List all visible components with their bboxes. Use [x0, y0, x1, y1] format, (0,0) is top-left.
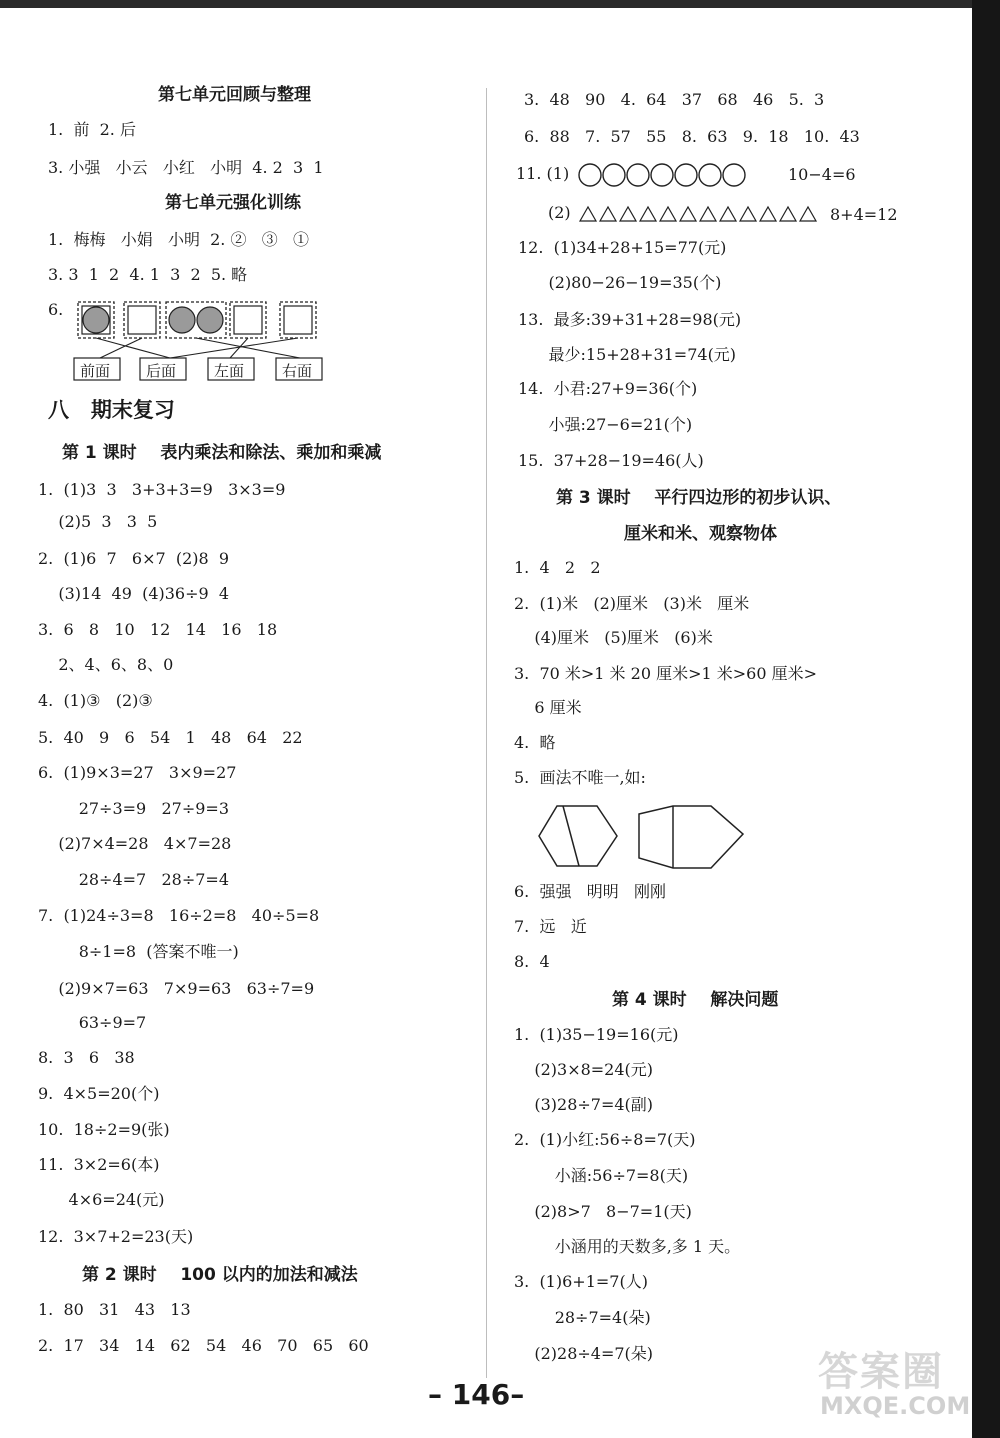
answer-line: 3. 48 90 4. 64 37 68 46 5. 3: [524, 90, 825, 109]
answer-line: 28÷7=4(朵): [514, 1308, 651, 1327]
answer-line: 1. (1)35−19=16(元): [514, 1025, 679, 1044]
answer-line: 6. 88 7. 57 55 8. 63 9. 18 10. 43: [524, 127, 860, 146]
answer-line: 27÷3=9 27÷9=3: [38, 799, 230, 818]
answer-line: 12. 3×7+2=23(天): [38, 1227, 194, 1246]
q6-label-left: 左面: [214, 362, 245, 380]
answer-line: 4. 略: [514, 733, 556, 752]
answer-line: 小涵:56÷7=8(天): [514, 1166, 689, 1185]
answer-line: 7. 远 近: [514, 917, 587, 936]
answer-line: (4)厘米 (5)厘米 (6)米: [514, 628, 713, 647]
answer-line: (2)5 3 3 5: [38, 512, 158, 531]
lesson-title: 第 4 课时 解决问题: [612, 990, 779, 1010]
watermark-text: 答案圈: [818, 1349, 944, 1395]
answer-line: 14. 小君:27+9=36(个): [518, 379, 698, 398]
answer-line: 2. 17 34 14 62 54 46 70 65 60: [38, 1336, 369, 1355]
answer-line: 4. (1)③ (2)③: [38, 691, 153, 710]
lesson-title: 第 1 课时 表内乘法和除法、乘加和乘减: [62, 443, 382, 463]
answer-line: 3. 3 1 2 4. 1 3 2 5. 略: [48, 265, 248, 284]
watermark-url: MXQE.COM: [820, 1392, 971, 1420]
answer-line: 12. (1)34+28+15=77(元): [518, 238, 727, 257]
answer-line: 6 厘米: [514, 698, 582, 717]
q5-hexagon-figures: [535, 800, 755, 875]
answer-line: 63÷9=7: [38, 1013, 147, 1032]
answer-line: 13. 最多:39+31+28=98(元): [518, 310, 742, 329]
answer-line: 5. 画法不唯一,如:: [514, 768, 646, 787]
answer-line: (2)9×7=63 7×9=63 63÷7=9: [38, 979, 315, 998]
answer-line: 3. 小强 小云 小红 小明 4. 2 3 1: [48, 158, 324, 177]
answer-line: 2. (1)6 7 6×7 (2)8 9: [38, 549, 230, 568]
answer-line: 3. (1)6+1=7(人): [514, 1272, 648, 1291]
answer-line: 8+4=12: [830, 205, 898, 224]
page-number: – 146–: [428, 1378, 525, 1411]
answer-line: (3)28÷7=4(副): [514, 1095, 654, 1114]
answer-line: (2)8>7 8−7=1(天): [514, 1202, 692, 1221]
watermark: [812, 1340, 982, 1430]
answer-line: 11. 3×2=6(本): [38, 1155, 160, 1174]
answer-line: 6. 强强 明明 刚刚: [514, 882, 666, 901]
q6-label-back: 后面: [146, 362, 177, 380]
answer-line: 8. 4: [514, 952, 550, 971]
answer-line: 10−4=6: [788, 165, 856, 184]
answer-line: 10. 18÷2=9(张): [38, 1120, 170, 1139]
answer-line: 1. 梅梅 小娟 小明 2. ② ③ ①: [48, 230, 309, 249]
answer-line: 8÷1=8 (答案不唯一): [38, 942, 239, 961]
answer-line: 小涵用的天数多,多 1 天。: [514, 1237, 741, 1256]
answer-line: 11. (1): [516, 164, 570, 183]
lesson-title: 第 3 课时 平行四边形的初步认识、: [556, 488, 842, 508]
answer-line: 2. (1)米 (2)厘米 (3)米 厘米: [514, 594, 750, 613]
answer-line: 9. 4×5=20(个): [38, 1084, 160, 1103]
answer-line: 8. 3 6 38: [38, 1048, 135, 1067]
q11-circles-figure: [577, 162, 777, 188]
answer-line: 1. (1)3 3 3+3+3=9 3×3=9: [38, 480, 286, 499]
answer-line: 3. 6 8 10 12 14 16 18: [38, 620, 278, 639]
answer-line: (2)7×4=28 4×7=28: [38, 834, 232, 853]
answer-line: 3. 70 米>1 米 20 厘米>1 米>60 厘米>: [514, 664, 818, 683]
answer-line: 2. (1)小红:56÷8=7(天): [514, 1130, 696, 1149]
unit-title: 八 期末复习: [48, 398, 175, 422]
q11-triangles-figure: [578, 204, 838, 224]
answer-line: 6. (1)9×3=27 3×9=27: [38, 763, 237, 782]
answer-line: (2): [548, 203, 571, 222]
answer-line: 1. 前 2. 后: [48, 120, 136, 139]
answer-line: (3)14 49 (4)36÷9 4: [38, 584, 230, 603]
q6-label-right: 右面: [282, 362, 313, 380]
answer-line: 小强:27−6=21(个): [518, 415, 693, 434]
answer-line: 7. (1)24÷3=8 16÷2=8 40÷5=8: [38, 906, 320, 925]
answer-line: 1. 4 2 2: [514, 558, 601, 577]
answer-line: 28÷4=7 28÷7=4: [38, 870, 230, 889]
answer-line: 最少:15+28+31=74(元): [518, 345, 737, 364]
answer-line: 1. 80 31 43 13: [38, 1300, 191, 1319]
answer-line: (2)28÷4=7(朵): [514, 1344, 654, 1363]
answer-line: 4×6=24(元): [38, 1190, 165, 1209]
answer-line: 5. 40 9 6 54 1 48 64 22: [38, 728, 303, 747]
answer-line: (2)80−26−19=35(个): [518, 273, 722, 292]
lesson-title-cont: 厘米和米、观察物体: [624, 524, 777, 544]
column-divider: [486, 88, 487, 1378]
section-title-unit7-review: 第七单元回顾与整理: [158, 85, 311, 105]
page-top-edge: [0, 0, 1000, 8]
section-title-unit7-training: 第七单元强化训练: [165, 193, 301, 213]
answer-line: (2)3×8=24(元): [514, 1060, 654, 1079]
page-right-edge: [972, 0, 1000, 1438]
answer-line: 2、4、6、8、0: [38, 655, 174, 674]
lesson-title: 第 2 课时 100 以内的加法和减法: [82, 1265, 358, 1285]
answer-line: 15. 37+28−19=46(人): [518, 451, 704, 470]
q6-label-front: 前面: [80, 362, 111, 380]
question-number: 6.: [48, 300, 64, 319]
